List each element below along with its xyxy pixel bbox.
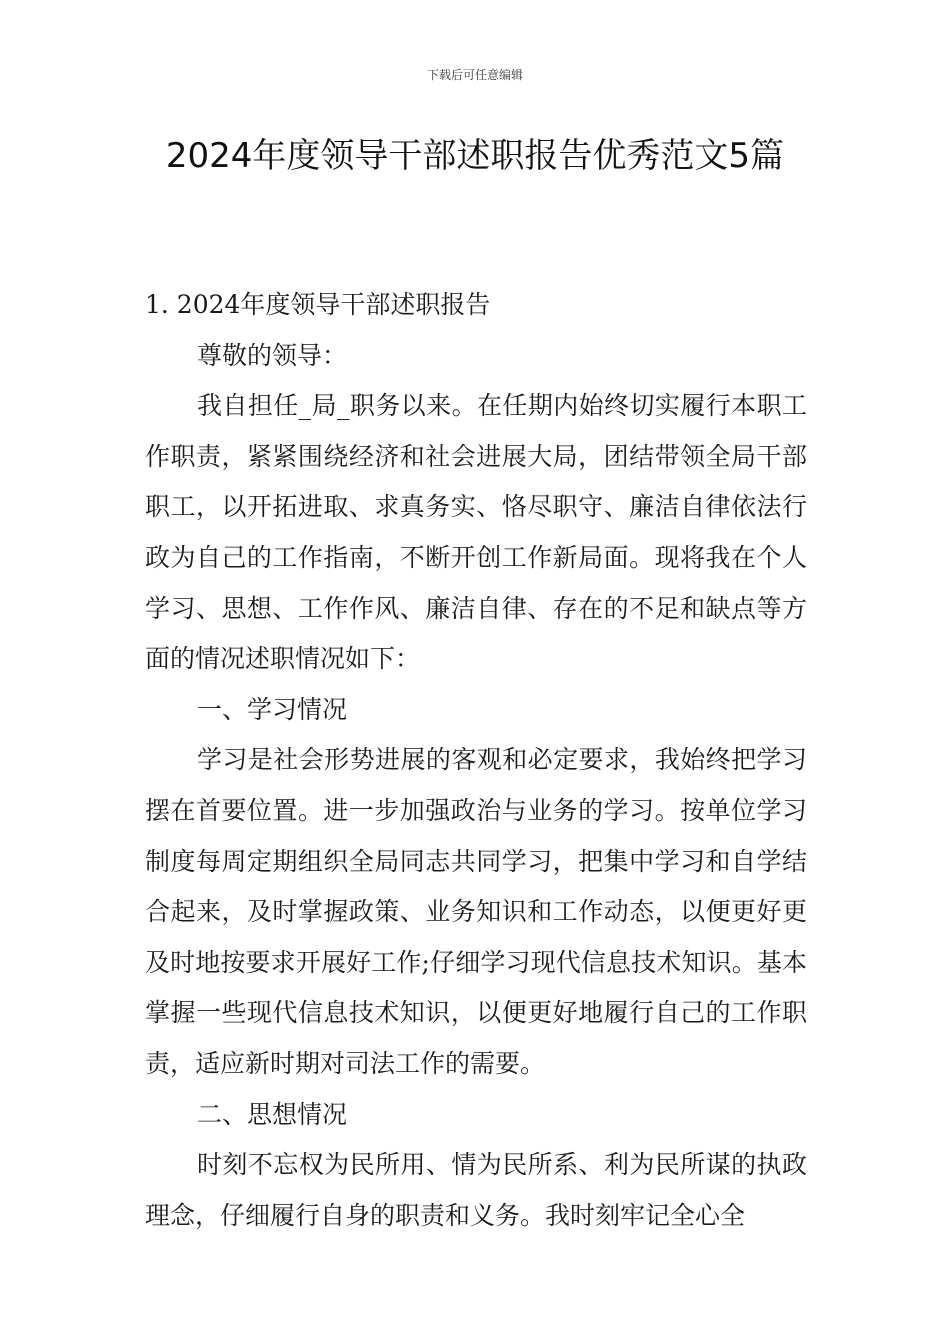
header-note: 下载后可任意编辑 — [426, 68, 523, 82]
heading-study: 一、学习情况 — [197, 694, 348, 724]
paragraph-thought: 时刻不忘权为民所用、情为民所系、利为民所谋的执政理念，仔细履行自身的职责和义务。我时刻牢记全心全 — [145, 1150, 807, 1230]
document-body — [145, 280, 807, 1241]
paragraph-intro: 我自担任_局_职务以来。在任期内始终切实履行本职工作职责，紧紧围绕经济和社会进展大局，团结带领全局干部职工，以开拓进取、求真务实、恪尽职守、廉洁自律依法行政为自己的工作指南，不断开创工作新局面。现将我在个人学习、思想、工作作风、廉洁自律、存在的不足和缺点等方面的情况述职情况如下： — [145, 391, 807, 674]
section-title: 1. 2024年度领导干部述职报告 — [145, 290, 491, 319]
heading-thought: 二、思想情况 — [197, 1099, 348, 1129]
salutation: 尊敬的领导： — [197, 340, 348, 370]
paragraph-study: 学习是社会形势进展的客观和必定要求，我始终把学习摆在首要位置。进一步加强政治与业务的学习。按单位学习制度每周定期组织全局同志共同学习，把集中学习和自学结合起来，及时掌握政策、业务知识和工作动态，以便更好更及时地按要求开展好工作;仔细学习现代信息技术知识。基本掌握一些现代信息技术知识，以便更好地履行自己的工作职责，适应新时期对司法工作的需要。 — [145, 745, 807, 1078]
document-title: 2024年度领导干部述职报告优秀范文5篇 — [165, 136, 785, 176]
